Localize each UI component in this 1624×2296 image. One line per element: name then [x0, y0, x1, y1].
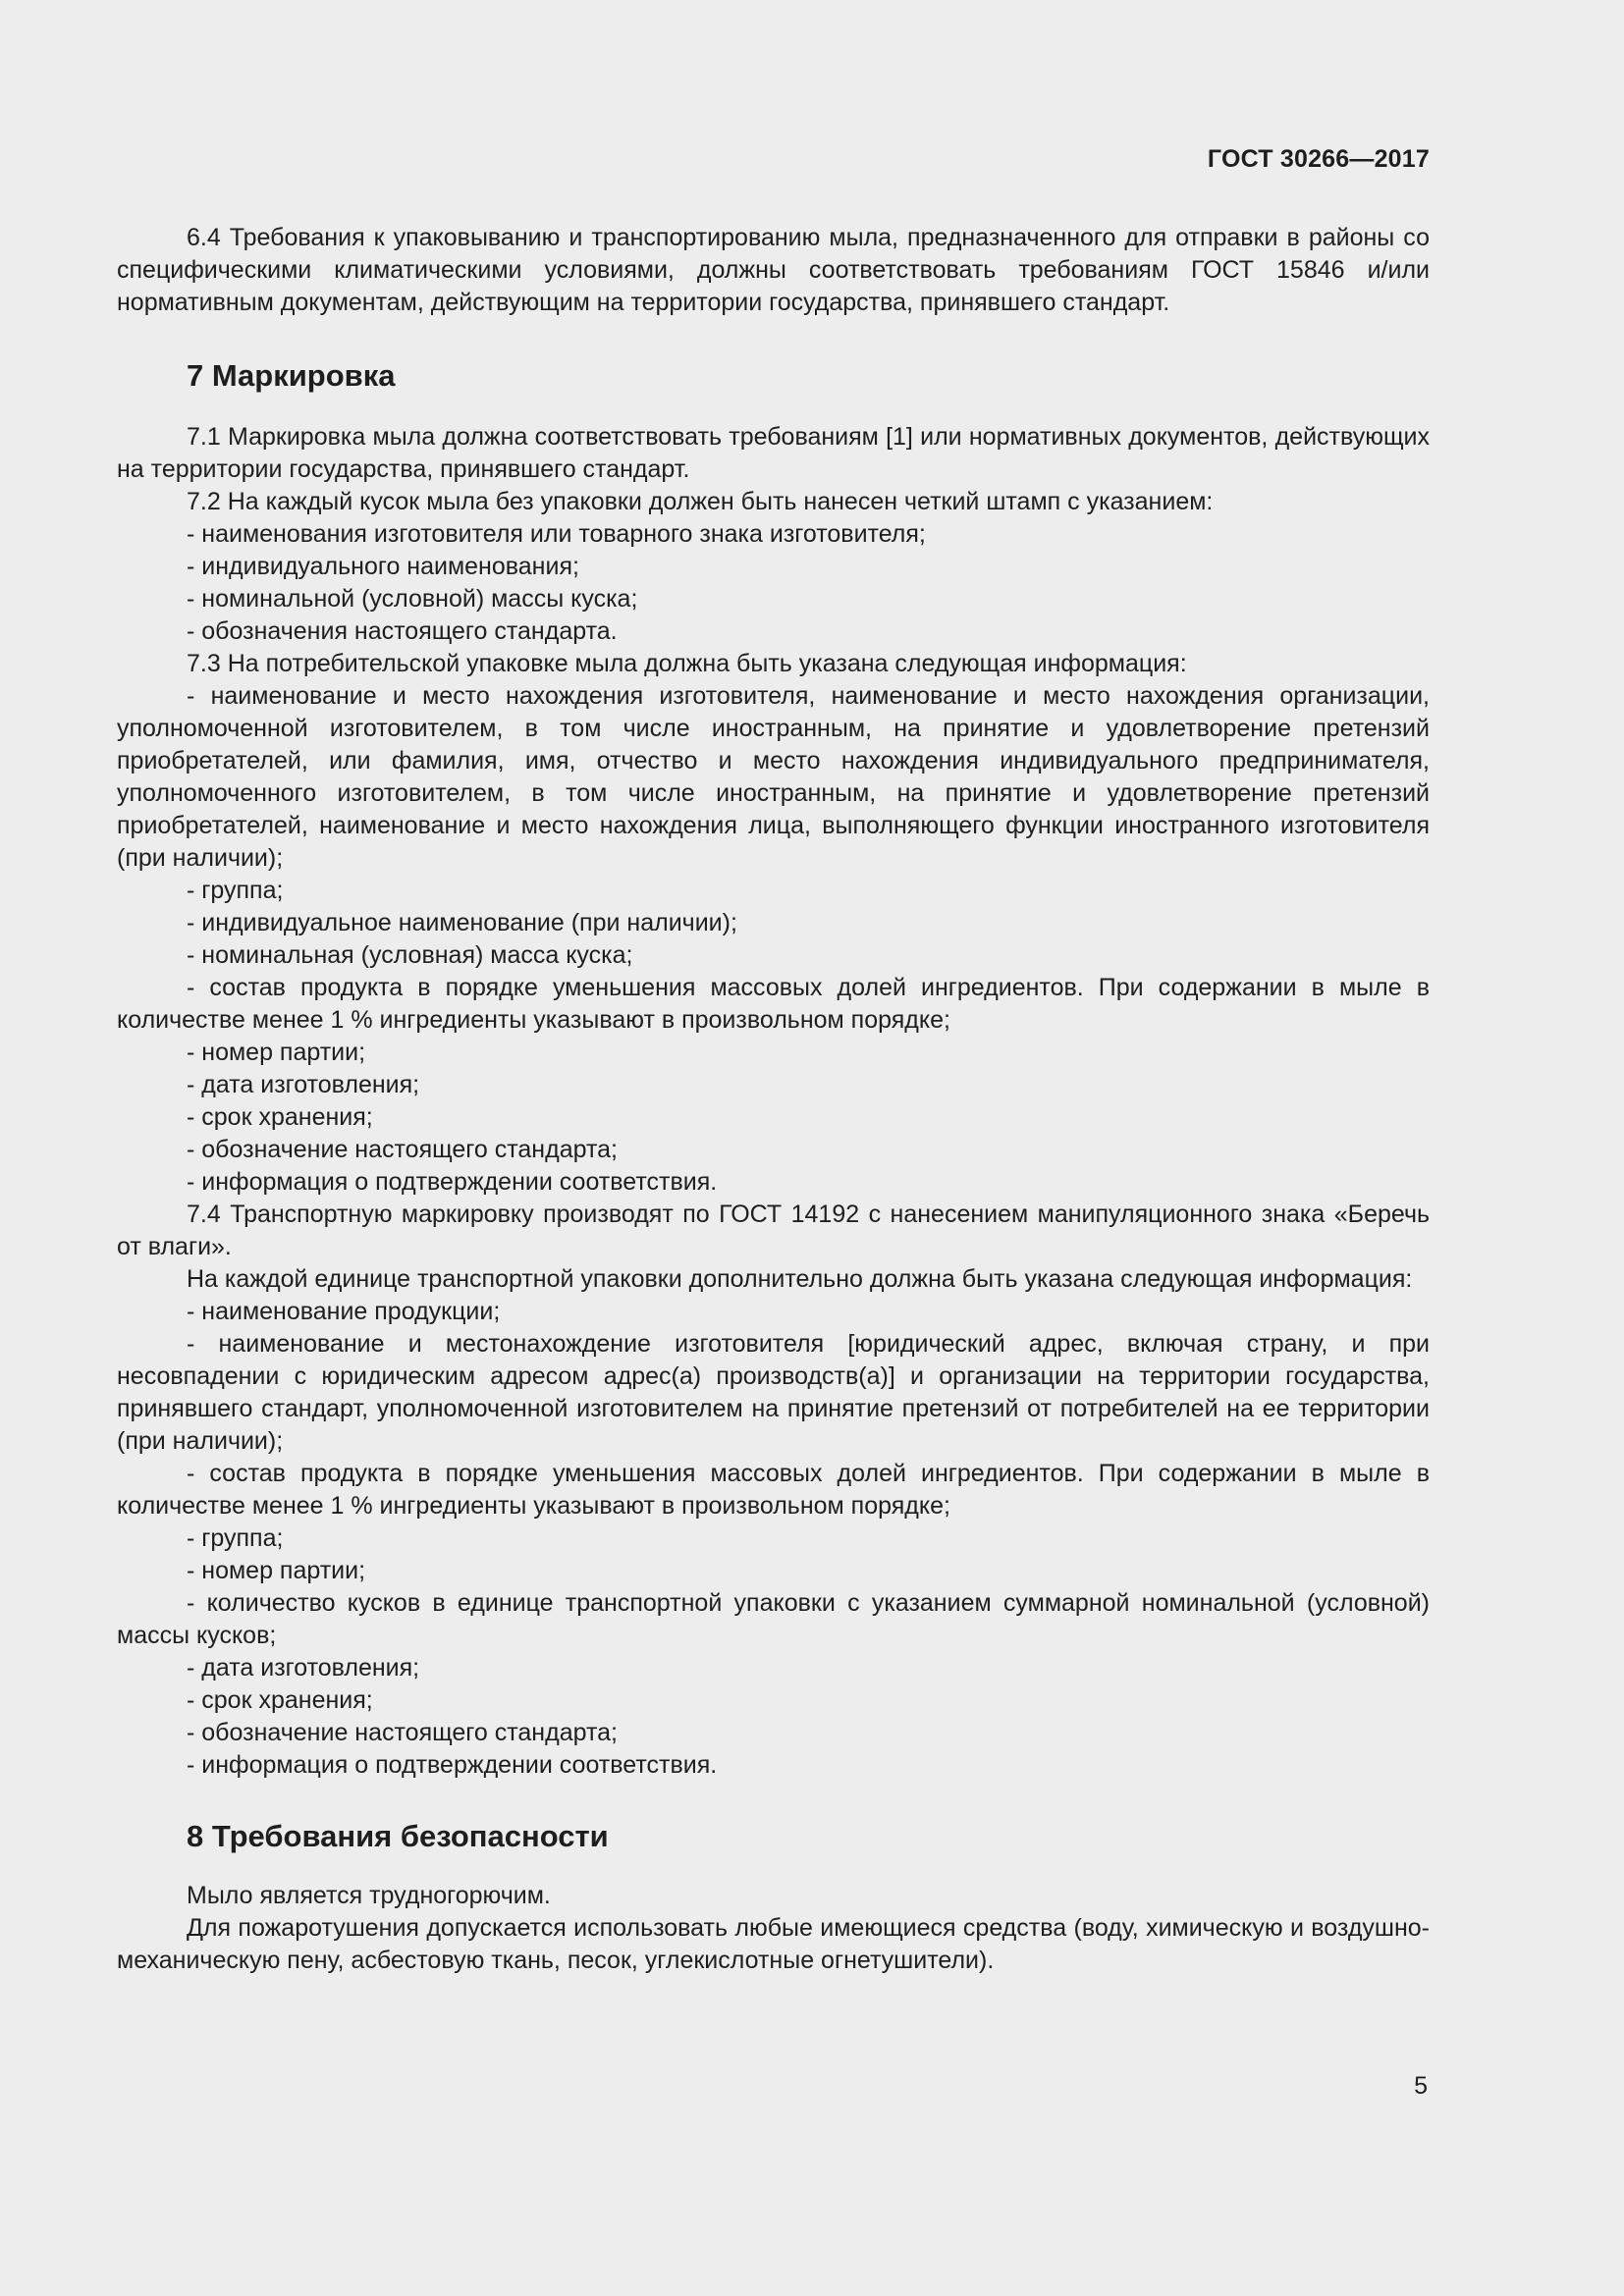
paragraph: 7.3 На потребительской упаковке мыла должна быть указана следующая информация: [187, 650, 1187, 677]
section-8-heading: 8 Требования безопасности [187, 1819, 609, 1853]
paragraph: 7.1 Маркировка мыла должна соответствовать требованиям [1] или нормативных документов, действующих на территории государства, принявшего стандарт. [117, 423, 1430, 483]
paragraph: - количество кусков в единице транспортной упаковки с указанием суммарной номинальной (условной) массы кусков; [117, 1589, 1430, 1649]
page-header-standard: ГОСТ 30266—2017 [1207, 145, 1430, 173]
paragraph: - обозначение настоящего стандарта; [187, 1136, 618, 1163]
paragraph-6-4: 6.4 Требования к упаковыванию и транспортированию мыла, предназначенного для отправки в районы со специфическими климатическими условиями, должны соответствовать требованиям ГОСТ 15846 и/или нормативным документам, действующим на территории государства, принявшего стандарт. [117, 224, 1430, 316]
paragraph: - срок хранения; [187, 1686, 373, 1714]
paragraph: На каждой единице транспортной упаковки дополнительно должна быть указана следующая информация: [187, 1265, 1413, 1293]
paragraph: - индивидуальное наименование (при наличии); [187, 909, 737, 936]
paragraph: - номер партии; [187, 1557, 366, 1584]
paragraph: - обозначение настоящего стандарта; [187, 1719, 618, 1746]
paragraph: - наименование и место нахождения изготовителя, наименование и место нахождения организации, уполномоченной изготовителем, в том числе иностранным, на принятие и удовлетворение претензий приобретателей, или фамилия, имя, отчество и место нахождения индивидуального предпринимателя, уполномоченного изготовителем, в том числе иностранным, на принятие и удовлетворение претензий приобретателей, наименование и место нахождения лица, выполняющего функции иностранного изготовителя (при наличии); [117, 682, 1430, 872]
paragraph: - индивидуального наименования; [187, 553, 579, 580]
paragraph: - наименование и местонахождение изготовителя [юридический адрес, включая страну, и при несовпадении с юридическим адресом адрес(а) производств(а)] и организации на территории государства, принявшего стандарт, уполномоченной изготовителем на принятие претензий от потребителей на ее территории (при наличии); [117, 1330, 1430, 1455]
section-7-body [117, 421, 1430, 1782]
paragraph: Для пожаротушения допускается использовать любые имеющиеся средства (воду, химическую и воздушно-механическую пену, асбестовую ткань, песок, углекислотные огнетушители). [117, 1914, 1430, 1974]
paragraph: - дата изготовления; [187, 1071, 420, 1098]
document-body [117, 222, 1430, 1977]
paragraph: 7.4 Транспортную маркировку производят по ГОСТ 14192 с нанесением манипуляционного знака «Беречь от влаги». [117, 1201, 1430, 1260]
paragraph: - группа; [187, 877, 284, 904]
paragraph: - состав продукта в порядке уменьшения массовых долей ингредиентов. При содержании в мыле в количестве менее 1 % ингредиенты указывают в произвольном порядке; [117, 974, 1430, 1034]
paragraph: - номер партии; [187, 1039, 366, 1066]
section-8-body [117, 1880, 1430, 1977]
page-number: 5 [1414, 2072, 1428, 2100]
paragraph: 7.2 На каждый кусок мыла без упаковки должен быть нанесен четкий штамп с указанием: [187, 488, 1214, 515]
paragraph: - наименования изготовителя или товарного знака изготовителя; [187, 520, 926, 548]
paragraph: - группа; [187, 1524, 284, 1552]
paragraph: - номинальная (условная) масса куска; [187, 941, 633, 969]
paragraph: - состав продукта в порядке уменьшения массовых долей ингредиентов. При содержании в мыле в количестве менее 1 % ингредиенты указывают в произвольном порядке; [117, 1460, 1430, 1520]
paragraph: - срок хранения; [187, 1103, 373, 1131]
paragraph: - дата изготовления; [187, 1654, 420, 1682]
paragraph: - обозначения настоящего стандарта. [187, 617, 618, 645]
paragraph: - информация о подтверждении соответствия. [187, 1168, 718, 1196]
paragraph: - наименование продукции; [187, 1298, 501, 1325]
paragraph: Мыло является трудногорючим. [187, 1882, 551, 1909]
paragraph: - информация о подтверждении соответствия. [187, 1751, 718, 1779]
paragraph: - номинальной (условной) массы куска; [187, 585, 638, 613]
section-7-heading: 7 Маркировка [187, 358, 396, 393]
